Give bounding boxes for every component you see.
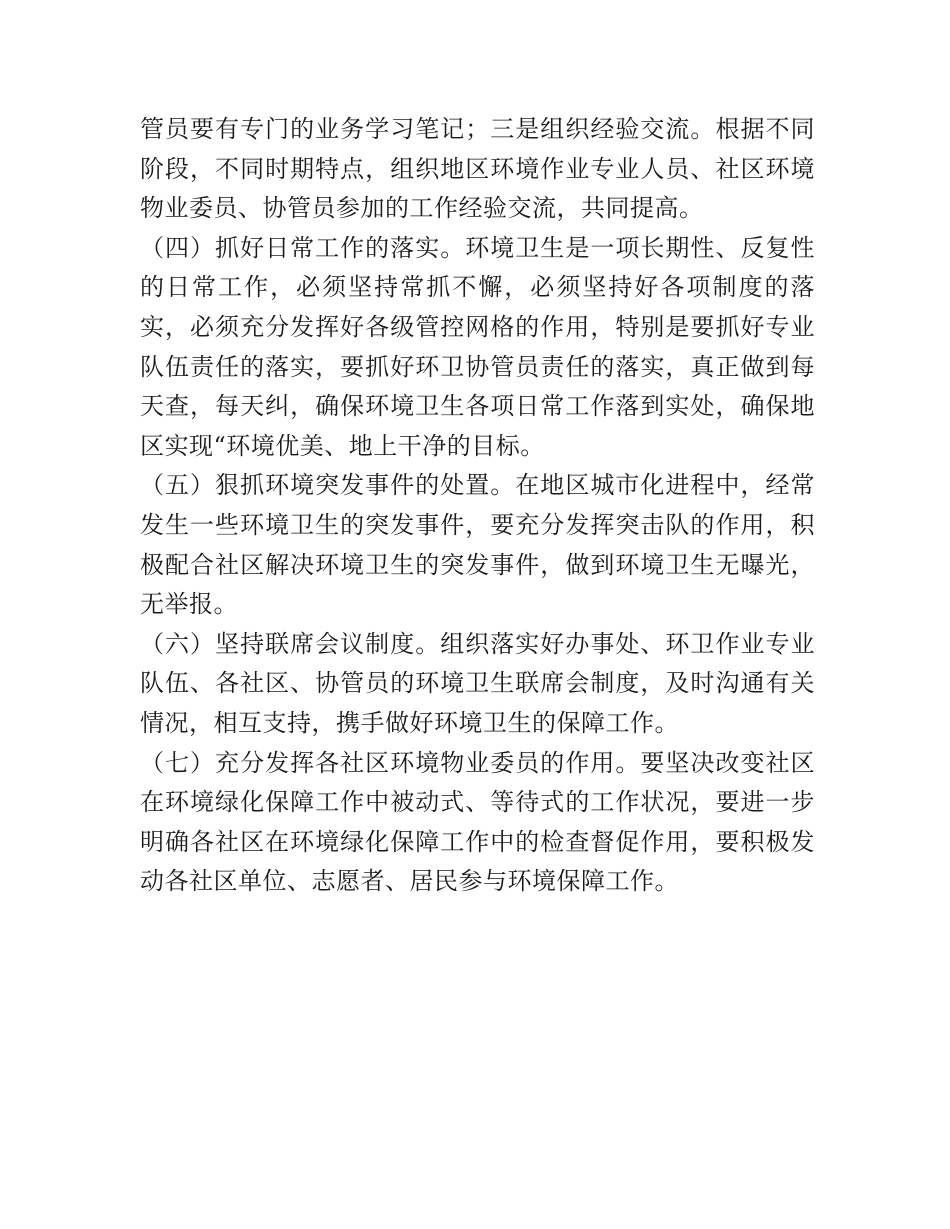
document-body (140, 110, 815, 902)
paragraph-section-7: （七）充分发挥各社区环境物业委员的作用。要坚决改变社区在环境绿化保障工作中被动式、等待式的工作状况，要进一步明确各社区在环境绿化保障工作中的检查督促作用，要积极发动各社区单位、志愿者、居民参与环境保障工作。 (140, 748, 815, 896)
paragraph-continuation: 管员要有专门的业务学习笔记；三是组织经验交流。根据不同阶段，不同时期特点，组织地区环境作业专业人员、社区环境物业委员、协管员参加的工作经验交流，共同提高。 (140, 115, 815, 223)
paragraph-section-6: （六）坚持联席会议制度。组织落实好办事处、环卫作业专业队伍、各社区、协管员的环境卫生联席会制度，及时沟通有关情况，相互支持，携手做好环境卫生的保障工作。 (140, 629, 815, 737)
paragraph-section-5: （五）狠抓环境突发事件的处置。在地区城市化进程中，经常发生一些环境卫生的突发事件，要充分发挥突击队的作用，积极配合社区解决环境卫生的突发事件，做到环境卫生无曝光，无举报。 (140, 471, 815, 619)
paragraph-section-4: （四）抓好日常工作的落实。环境卫生是一项长期性、反复性的日常工作，必须坚持常抓不懈，必须坚持好各项制度的落实，必须充分发挥好各级管控网格的作用，特别是要抓好专业队伍责任的落实，要抓好环卫协管员责任的落实，真正做到每天查，每天纠，确保环境卫生各项日常工作落到实处，确保地区实现“环境优美、地上干净的目标。 (140, 233, 815, 460)
